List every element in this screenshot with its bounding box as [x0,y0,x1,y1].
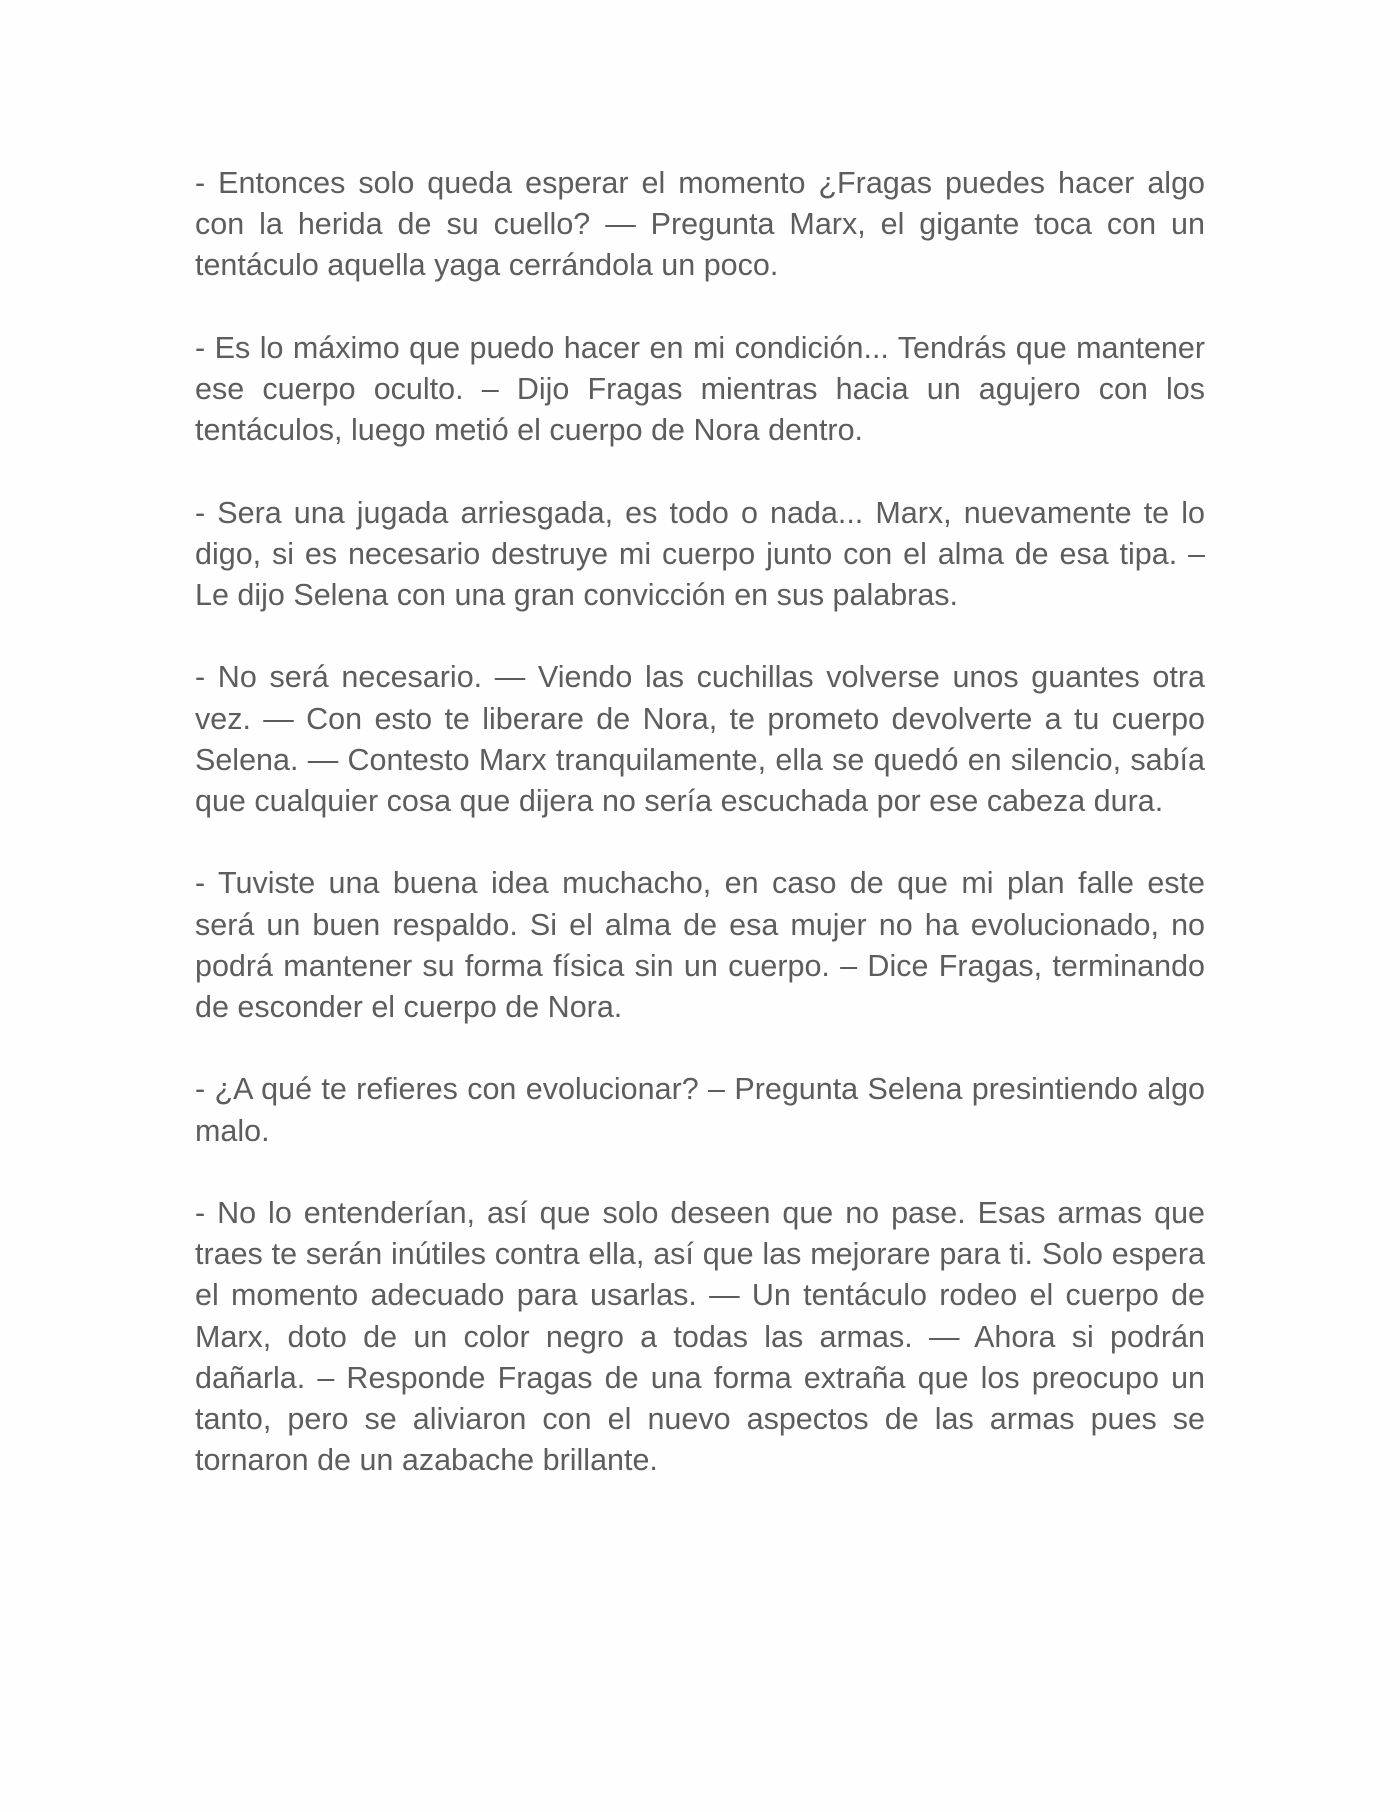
paragraph: - No será necesario. — Viendo las cuchillas volverse unos guantes otra vez. — Con esto te liberare de Nora, te prometo devolverte a tu cuerpo Selena. — Contesto Marx tranquilamente, ella se quedó en silencio, sabía que cualquier cosa que dijera no sería escuchada por ese cabeza dura. [195,660,1205,818]
body-text [195,163,1205,1523]
paragraph: - Tuviste una buena idea muchacho, en caso de que mi plan falle este será un buen respaldo. Si el alma de esa mujer no ha evolucionado, no podrá mantener su forma física sin un cuerpo. – Dice Fragas, terminando de esconder el cuerpo de Nora. [195,866,1205,1024]
paragraph: - Es lo máximo que puedo hacer en mi condición... Tendrás que mantener ese cuerpo oculto. – Dijo Fragas mientras hacia un agujero con los tentáculos, luego metió el cuerpo de Nora dentro. [195,330,1205,448]
paragraph: - Entonces solo queda esperar el momento ¿Fragas puedes hacer algo con la herida de su cuello? — Pregunta Marx, el gigante toca con un tentáculo aquella yaga cerrándola un poco. [195,166,1205,283]
paragraph: - Sera una jugada arriesgada, es todo o nada... Marx, nuevamente te lo digo, si es necesario destruye mi cuerpo junto con el alma de esa tipa. – Le dijo Selena con una gran convicción en sus palabras. [195,495,1205,612]
paragraph: - No lo entenderían, así que solo deseen que no pase. Esas armas que traes te serán inútiles contra ella, así que las mejorare para ti. Solo espera el momento adecuado para usarlas. — Un tentáculo rodeo el cuerpo de Marx, doto de un color negro a todas las armas. — Ahora si podrán dañarla. – Responde Fragas de una forma extraña que los preocupo un tanto, pero se aliviaron con el nuevo aspectos de las armas pues se tornaron de un azabache brillante. [195,1195,1205,1478]
paragraph: - ¿A qué te refieres con evolucionar? – Pregunta Selena presintiendo algo malo. [195,1072,1205,1148]
